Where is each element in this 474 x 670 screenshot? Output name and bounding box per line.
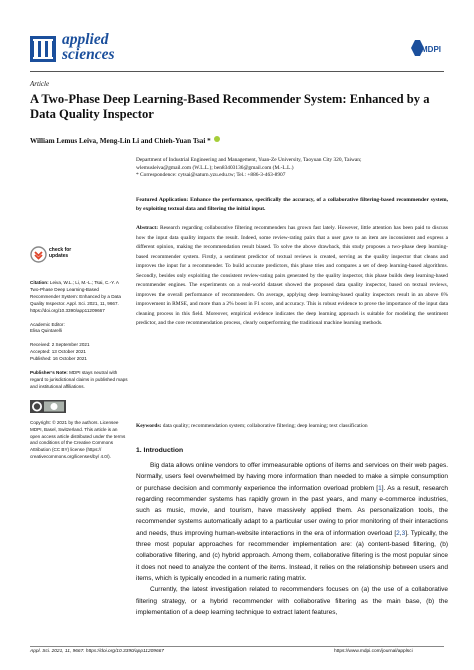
check-updates-label (49, 247, 71, 259)
check-line1: check for (49, 247, 72, 253)
footer-citation[interactable]: Appl. Sci. 2021, 11, 9667. https://doi.org/10.3390/app11209667 (30, 649, 164, 654)
keywords-text: data quality; recommendation system; collaborative filtering; deep learning; text classification (162, 423, 368, 429)
mdpi-logo-icon (411, 39, 445, 57)
published-date: Published: 16 October 2021 (30, 356, 87, 362)
authors-text: William Lemus Leiva, Meng-Lin Li and Chieh-Yuan Tsai * (30, 137, 211, 145)
note-text: MDPI stays neutral with regard to jurisdictional claims in published maps and institutional affiliations. (30, 370, 128, 389)
publisher-note (30, 370, 128, 391)
reference-link[interactable]: 3 (401, 529, 406, 537)
intro-paragraph-1 (136, 460, 448, 584)
paper-title: A Two-Phase Deep Learning-Based Recommender System: Enhanced by a Data Quality Inspector (30, 92, 430, 121)
citation-block (30, 280, 128, 315)
journal-name-line2: sciences (62, 46, 115, 63)
reference-link[interactable]: 1 (378, 484, 382, 492)
intro-text: ]. As a result, research regarding recommender systems has rapidly grown in the past years, and many e-commerce industries, such as music, movie, and tourism, have massively applied them. As personalization tools, the recommender systems automatically adapt to a particular user owing to prior monitoring of their interactions and needs, thus improving human-website interactions in the era of information overload [ (136, 484, 448, 537)
accepted-date: Accepted: 13 October 2021 (30, 349, 86, 355)
abstract (136, 224, 448, 329)
footer-divider (30, 646, 444, 647)
note-label: Publisher’s Note: (30, 370, 68, 376)
author-list (30, 136, 220, 145)
check-line2: updates (49, 253, 69, 259)
intro-text: , (399, 529, 402, 537)
intro-text: Big data allows online vendors to offer immeasurable options of items and services on their web pages. Normally, users feel overwhelmed by having more information than needed to make a simple consumption or purchase decision and commonly experience the information overload problem [ (136, 462, 448, 492)
journal-name-line1: applied (62, 31, 109, 48)
header-divider (30, 71, 444, 72)
editor-label: Academic Editor: (30, 321, 65, 327)
affiliation-block (136, 157, 446, 180)
dates-block (30, 342, 128, 363)
check-for-updates-button[interactable] (30, 246, 128, 268)
article-type: Article (30, 80, 50, 88)
received-date: Received: 2 September 2021 (30, 342, 90, 348)
copyright-block: Copyright: © 2021 by the authors. Licensee MDPI, Basel, Switzerland. This article is an open access article distributed under the terms and conditions of the Creative Commons Attribution (CC BY) license (https:// creativecommons.org/licenses/by/ 4.0/). (30, 419, 126, 460)
journal-name (62, 32, 115, 62)
check-updates-icon (30, 246, 47, 263)
abstract-label: Abstract: (136, 225, 159, 231)
editor-name: Elisa Quintarelli (30, 328, 62, 334)
footer-journal-url[interactable]: https://www.mdpi.com/journal/applsci (334, 649, 413, 654)
intro-paragraph-2: Currently, the latest investigation related to recommenders focuses on (a) the use of a collaborative filtering strategy, or a hybrid recommender with collaborative filtering as the main base, (b) the implementation of a deep learning technique to extract latent features, (136, 586, 448, 616)
section-heading-introduction: 1. Introduction (136, 447, 184, 454)
publisher-name: MDPI (421, 45, 441, 54)
keywords-label: Keywords: (136, 423, 162, 429)
reference-link[interactable]: 2 (396, 529, 400, 537)
academic-editor (30, 322, 128, 336)
journal-logo-icon (30, 36, 56, 62)
citation-label: Citation: (30, 280, 49, 285)
affiliation-line: Department of Industrial Engineering and Management, Yuan-Ze University, Taoyuan City 320, Taiwan; (136, 157, 362, 163)
orcid-icon[interactable] (214, 136, 220, 142)
side-column (30, 246, 128, 468)
cc-by-license-icon[interactable] (30, 400, 66, 413)
citation-text: Leiva, W.L.; Li, M.-L.; Tsai, C.-Y. A Two-Phase Deep Learning-Based Recommender System: Enhanced by a Data Quality Inspector. Appl. Sci. 2021, 11, 9667. https://doi.org/10.3390/app11209667 (30, 280, 121, 313)
keywords (136, 422, 448, 431)
intro-text: ]. Typically, the three most popular approaches for recommender implementation are: (a) content-based filtering, (b) collaborative filtering, and (c) hybrid approach. Among them, collaborative filtering is the most popular since it does not need to analyze the content of the items. Instead, it relies on the relationship between users and items, which is typically encoded in a numeric rating matrix. (136, 529, 448, 582)
abstract-text: Research regarding collaborative filtering recommenders has grown fast lately. However, little attention has been paid to discuss how the input data quality impacts the result. Indeed, some review-rating pairs that a user gave to an item are inconsistent and express a different opinion, making the recommendation result biased. To solve the above drawback, this study proposes a two-phase deep learning-based recommender system. Firstly, a sentiment predictor of textual reviews is created, serving as the quality inspector that cleans and improves the input for a recommender. To build accurate predictors, this phase tries and compares a set of deep learning-based algorithms. Secondly, besides only exploiting the consistent review-rating pairs generated by the quality inspector, this phase builds deep learning-based recommender engines. The experiments on a real-world dataset showed the proposed data quality inspector, based on textual reviews, improves the overall performance of recommenders. On average, applying deep learning-based quality inspectors result in an above 6% improvement in RMSE, and more than a 2% boost in F1 score, and accuracy. This is robust evidence to prove the importance of the input data cleaning process in this field. Moreover, empirical evidence indicates the deep learning approach is suitable for modeling the sentiment predictor, and the core recommendation process, clearly outperforming the traditional machine learning methods. (136, 225, 448, 327)
correspondence: * Correspondence: cytsai@saturn.yzu.edu.tw; Tel.: +886-3-463-8907 (136, 172, 286, 179)
featured-application: Featured Application: Enhance the performance, specifically the accuracy, of a collaborative filtering-based recommender system, by exploiting textual data and filtering the initial input. (136, 197, 448, 212)
introduction-body (136, 460, 448, 618)
author-emails: wlemusleiva@gmail.com (W.L.L.); ben83403136@gmail.com (M.-L.L.) (136, 164, 294, 171)
